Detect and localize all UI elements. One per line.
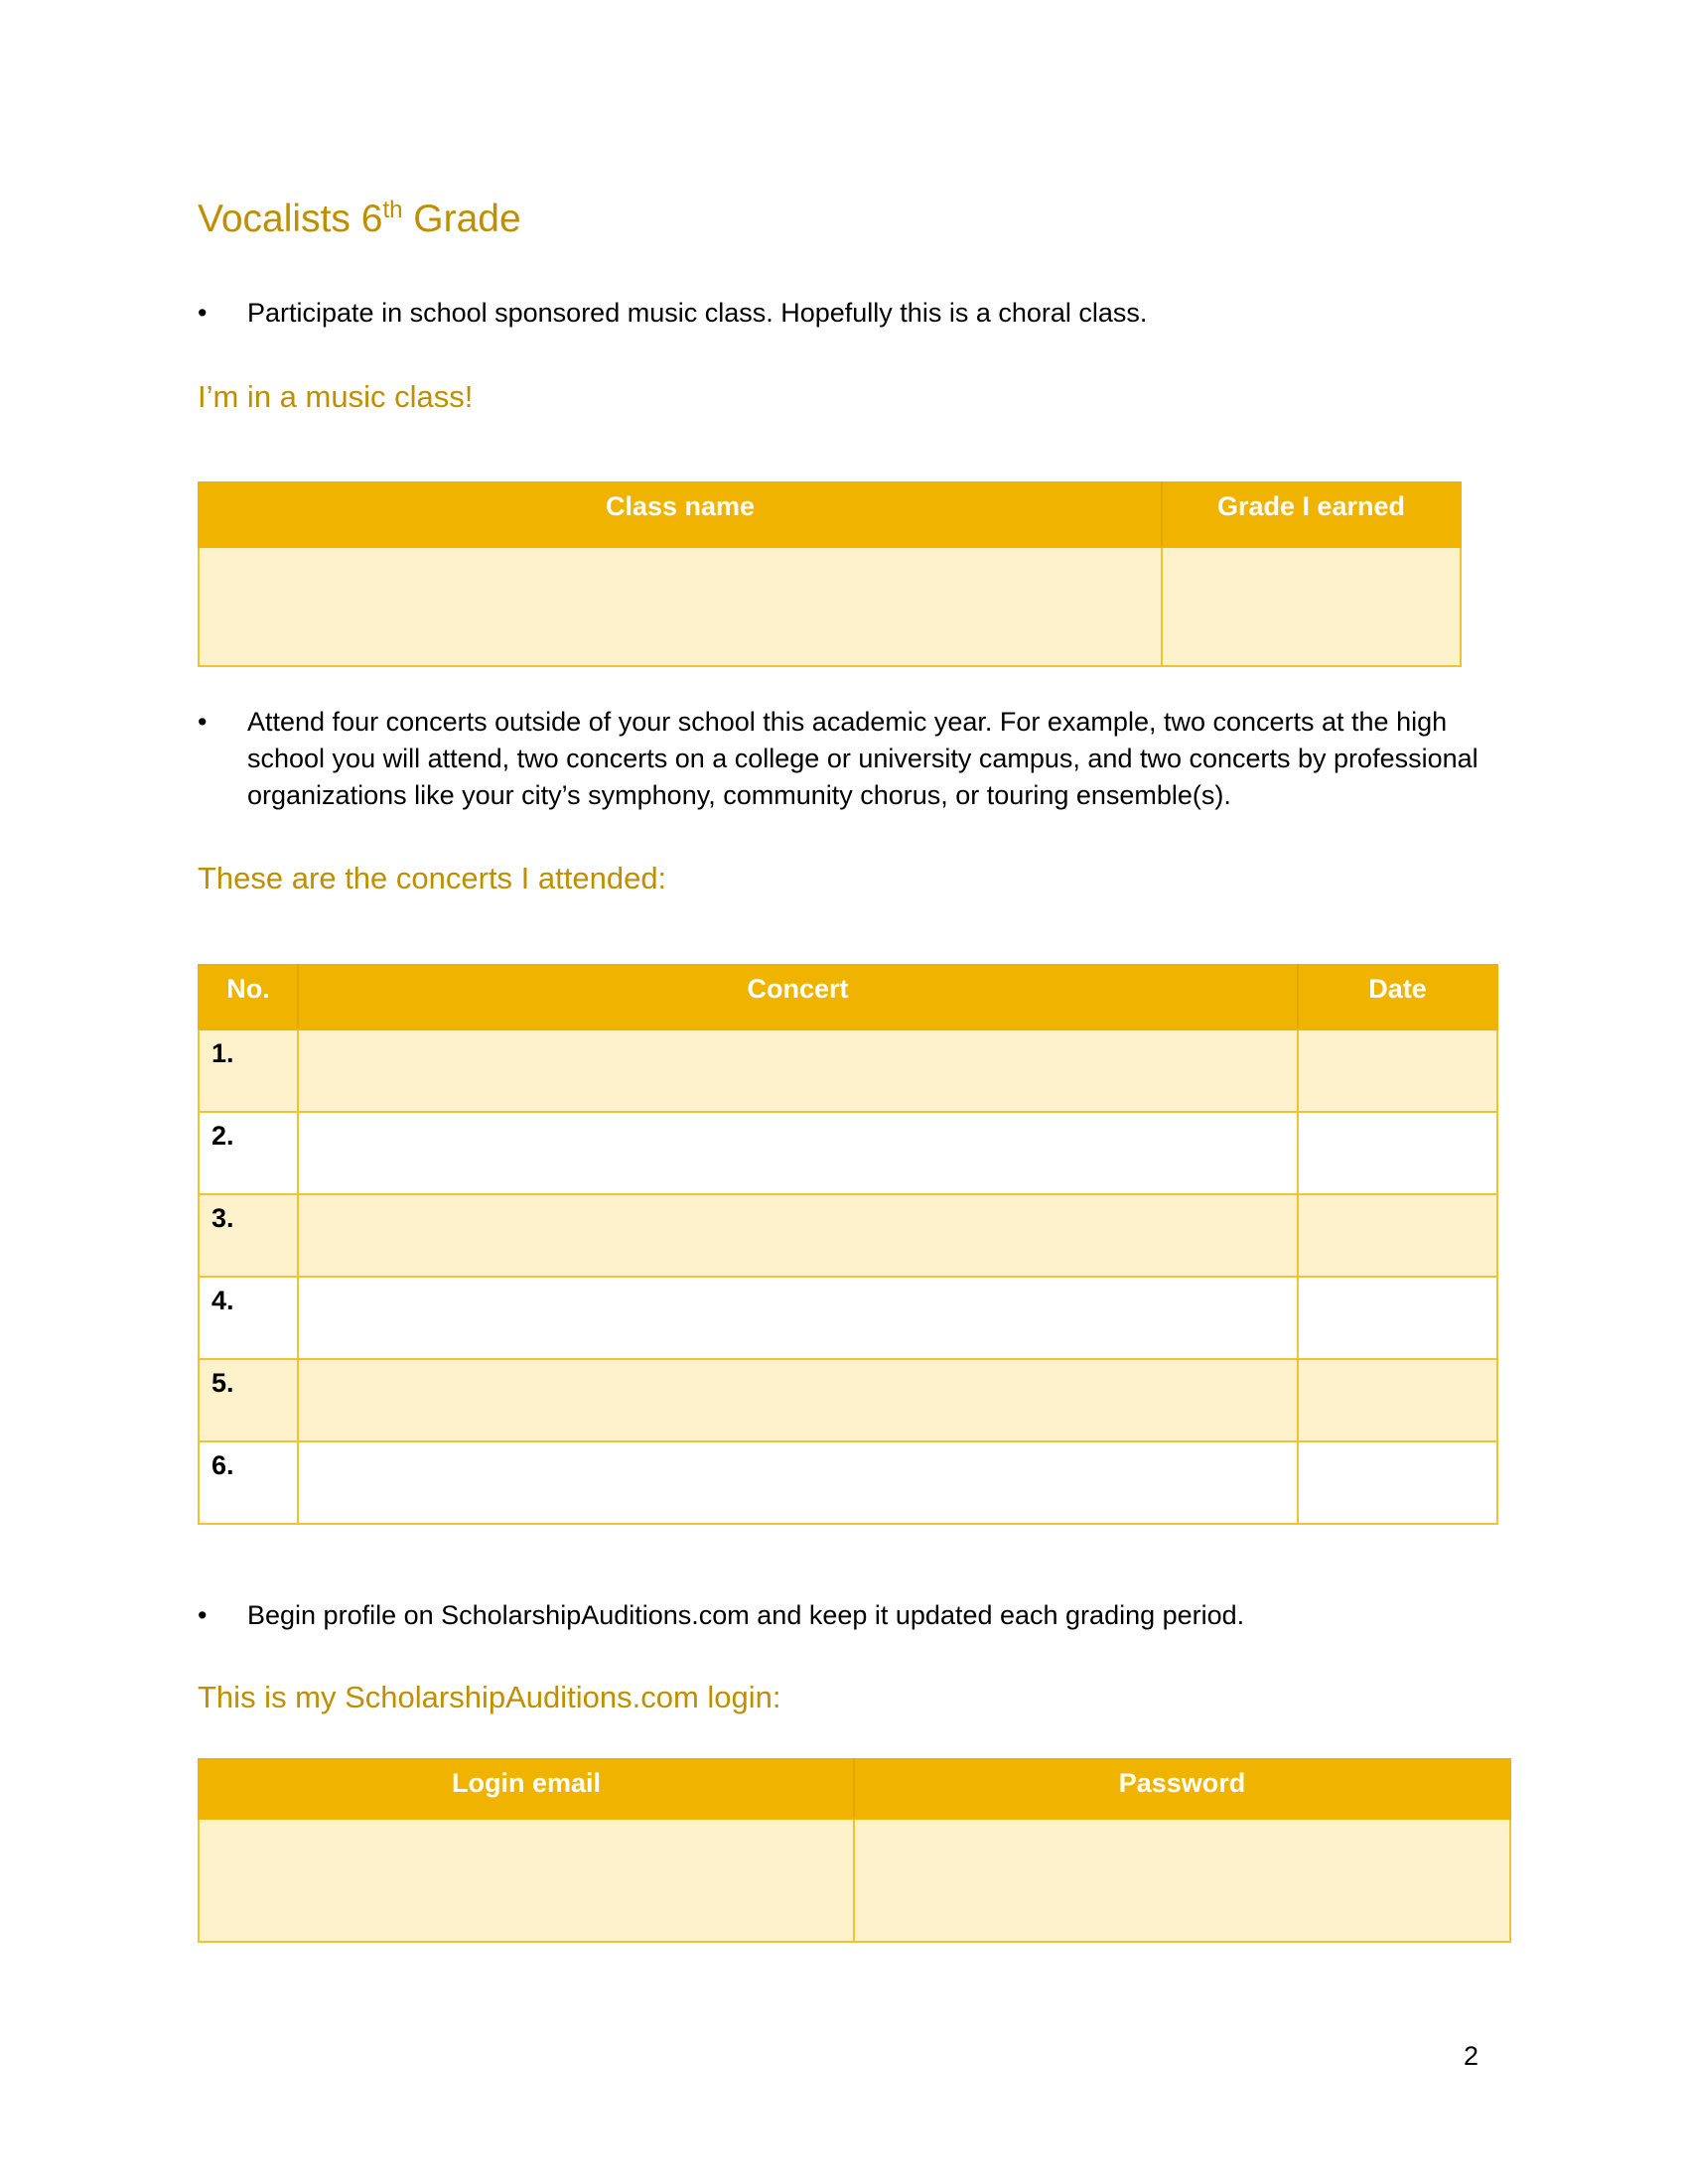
table-header-row [199,965,1497,1029]
table-row [199,1194,1497,1277]
bullet-item [198,704,1488,818]
title-tail: Grade [402,198,521,240]
table-row [199,1819,1510,1942]
concert-table [198,964,1498,1525]
row-number-cell: 3. [199,1194,298,1277]
class-name-cell[interactable] [199,547,1162,666]
bullet-text: Attend four concerts outside of your school this academic year. For example, two concerts at the high school you will attend, two concerts on a college or university campus, and two concerts by professional organizations like your city’s symphony, community chorus, or touring ensemble(s). [247,707,1478,810]
table-header-row [199,1759,1510,1819]
page-title [198,197,521,243]
concert-cell[interactable] [298,1112,1298,1194]
column-header: Concert [298,965,1298,1029]
concert-cell[interactable] [298,1194,1298,1277]
bullet-item [198,1597,1488,1637]
table-row [199,547,1461,666]
date-cell[interactable] [1298,1112,1497,1194]
column-header: Password [854,1759,1510,1819]
column-header: No. [199,965,298,1029]
table-row [199,1112,1497,1194]
bullet-icon: • [198,707,208,737]
concert-cell[interactable] [298,1441,1298,1524]
date-cell[interactable] [1298,1277,1497,1359]
login-table [198,1758,1511,1943]
bullet-icon: • [198,298,208,328]
class-table [198,481,1462,667]
date-cell[interactable] [1298,1194,1497,1277]
column-header: Class name [199,482,1162,547]
table-row [199,1277,1497,1359]
section-heading-login: This is my ScholarshipAuditions.com login: [198,1680,781,1714]
row-number-cell: 2. [199,1112,298,1194]
bullet-icon: • [198,1600,208,1630]
date-cell[interactable] [1298,1029,1497,1112]
row-number-cell: 1. [199,1029,298,1112]
date-cell[interactable] [1298,1441,1497,1524]
concert-cell[interactable] [298,1359,1298,1441]
table-row [199,1441,1497,1524]
column-header: Grade I earned [1162,482,1461,547]
column-header: Login email [199,1759,854,1819]
grade-cell[interactable] [1162,547,1461,666]
title-text: Vocalists 6 [198,198,383,240]
table-header-row [199,482,1461,547]
bullet-text: Participate in school sponsored music class. Hopefully this is a choral class. [247,298,1148,328]
bullet-item [198,295,1488,335]
bullet-text: Begin profile on ScholarshipAuditions.com and keep it updated each grading period. [247,1600,1245,1630]
table-row [199,1029,1497,1112]
row-number-cell: 6. [199,1441,298,1524]
row-number-cell: 5. [199,1359,298,1441]
title-superscript: th [382,197,403,223]
table-row [199,1359,1497,1441]
column-header: Date [1298,965,1497,1029]
section-heading-music-class: I’m in a music class! [198,379,474,414]
password-cell[interactable] [854,1819,1510,1942]
page-number: 2 [1464,2041,1479,2071]
row-number-cell: 4. [199,1277,298,1359]
date-cell[interactable] [1298,1359,1497,1441]
section-heading-concerts: These are the concerts I attended: [198,861,667,895]
concert-cell[interactable] [298,1277,1298,1359]
login-email-cell[interactable] [199,1819,854,1942]
concert-cell[interactable] [298,1029,1298,1112]
